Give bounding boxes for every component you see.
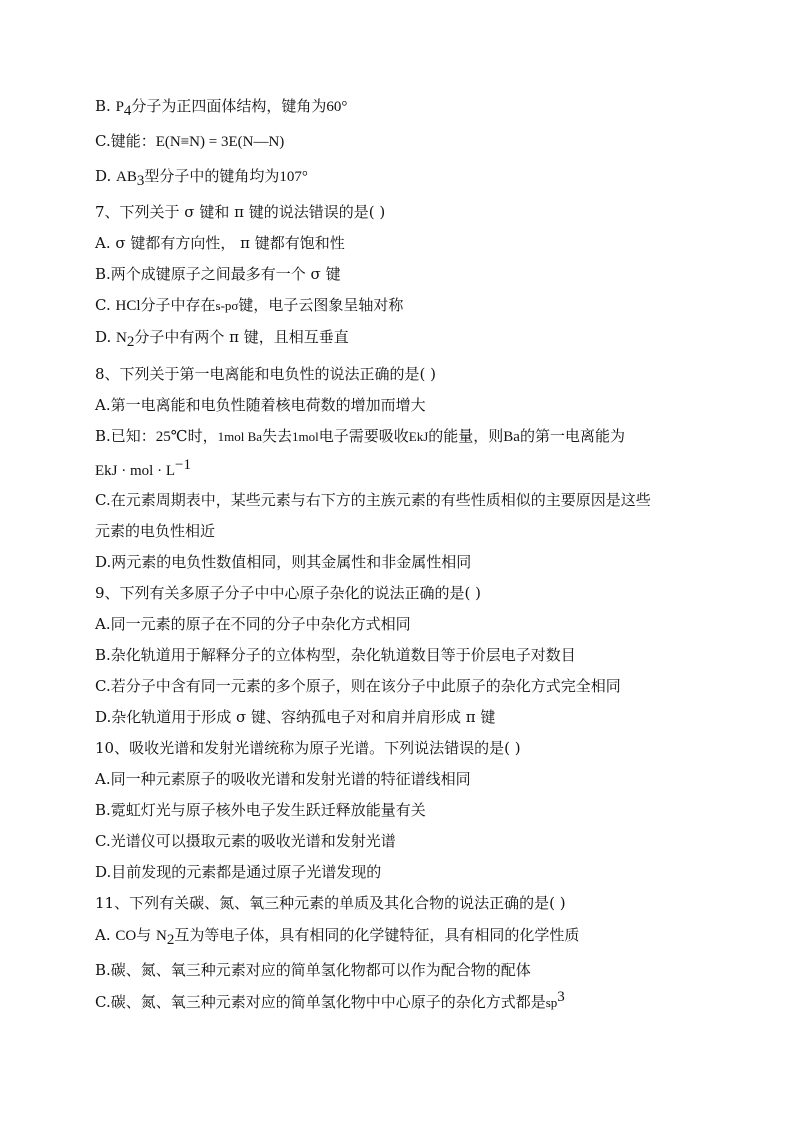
option-text: C.碳、氮、氧三种元素对应的简单氢化物中中心原子的杂化方式都是	[95, 993, 546, 1011]
option-text: 型分子中的键角均为	[144, 167, 280, 185]
value: EkJ	[408, 429, 429, 444]
formula: sp	[545, 995, 558, 1010]
unit: EkJ · mol · L	[95, 463, 175, 479]
option-text: 电子需要吸收	[318, 427, 409, 445]
option-text: 互为等电子体，具有相同的化学键特征，具有相同的化学性质	[174, 926, 580, 944]
value: 107°	[279, 169, 308, 185]
q8-option-c: C.在元素周期表中，某些元素与右下方的主族元素的有些性质相似的主要原因是这些	[95, 491, 651, 509]
question-9: 9、下列有关多原子分子中中心原子杂化的说法正确的是( )	[95, 584, 482, 602]
q8-option-c-cont: 元素的电负性相近	[95, 522, 216, 540]
q7-option-c	[95, 295, 403, 316]
option-text: C.键能：	[95, 132, 156, 150]
value: 60°	[326, 99, 348, 115]
q10-option-a: A.同一种元素原子的吸收光谱和发射光谱的特征谱线相同	[95, 770, 471, 788]
option-text: 分子为正四面体结构，键角为	[131, 97, 327, 115]
option-text: 分子中有两个 π 键，且相互垂直	[134, 328, 349, 346]
value: 25℃	[155, 429, 188, 445]
formula: s-pσ	[215, 298, 239, 313]
superscript: −1	[175, 457, 191, 473]
option-letter: A.	[95, 926, 116, 944]
q11-option-c	[95, 989, 565, 1013]
option-text: 键，电子云图象呈轴对称	[238, 296, 404, 314]
option-letter: D.	[95, 167, 117, 185]
formula: AB	[116, 169, 137, 185]
formula: E(N≡N) = 3E(N—N)	[155, 134, 285, 150]
value: 1mol	[292, 429, 319, 444]
option-text: 与	[136, 926, 156, 944]
subscript: 3	[136, 173, 145, 189]
option-letter: C.	[95, 296, 116, 314]
formula: Ba	[503, 429, 520, 445]
option-text: 的能量，则	[428, 427, 504, 445]
q8-option-a: A.第一电离能和电负性随着核电荷数的增加而增大	[95, 396, 426, 414]
question-8: 8、下列关于第一电离能和电负性的说法正确的是( )	[95, 365, 437, 383]
superscript: 3	[557, 989, 565, 1005]
q11-option-b: B.碳、氮、氧三种元素对应的简单氢化物都可以作为配合物的配体	[95, 961, 531, 979]
q9-option-d: D.杂化轨道用于形成 σ 键、容纳孤电子对和肩并肩形成 π 键	[95, 708, 496, 726]
q10-option-c: C.光谱仪可以摄取元素的吸收光谱和发射光谱	[95, 832, 396, 850]
subscript: 2	[166, 932, 175, 948]
formula: HCl	[115, 298, 141, 314]
q8-option-d: D.两元素的电负性数值相同，则其金属性和非金属性相同	[95, 553, 472, 571]
question-7: 7、下列关于 σ 键和 π 键的说法错误的是( )	[95, 203, 386, 221]
formula: CO	[115, 928, 137, 944]
subscript: 4	[123, 103, 132, 119]
formula: N	[116, 330, 127, 346]
option-letter: B.	[95, 97, 116, 115]
option-text: B.已知：	[95, 427, 156, 445]
q10-option-d: D.目前发现的元素都是通过原子光谱发现的	[95, 863, 382, 881]
formula: N	[156, 928, 167, 944]
q7-option-b: B.两个成键原子之间最多有一个 σ 键	[95, 265, 341, 283]
q7-option-d	[95, 327, 349, 348]
question-10: 10、吸收光谱和发射光谱统称为原子光谱。下列说法错误的是( )	[95, 739, 521, 757]
option-c-bond-energy	[95, 131, 284, 152]
question-11: 11、下列有关碳、氮、氧三种元素的单质及其化合物的说法正确的是( )	[95, 894, 566, 912]
option-text: 分子中存在	[140, 296, 216, 314]
option-text: 时，	[187, 427, 218, 445]
value: 1mol Ba	[217, 429, 263, 444]
q9-option-b: B.杂化轨道用于解释分子的立体构型，杂化轨道数目等于价层电子对数目	[95, 646, 576, 664]
subscript: 2	[126, 334, 135, 350]
option-letter: D.	[95, 328, 117, 346]
option-b-p4-angle	[95, 96, 347, 117]
q9-option-c: C.若分子中含有同一元素的多个原子，则在该分子中此原子的杂化方式完全相同	[95, 677, 621, 695]
q8-option-b	[95, 426, 625, 447]
formula: P	[115, 99, 124, 115]
q9-option-a: A.同一元素的原子在不同的分子中杂化方式相同	[95, 615, 411, 633]
q10-option-b: B.霓虹灯光与原子核外电子发生跃迁释放能量有关	[95, 801, 426, 819]
option-text: 的第一电离能为	[519, 427, 625, 445]
option-d-ab3-angle	[95, 166, 308, 187]
option-text: 失去	[262, 427, 293, 445]
q7-option-a: A. σ 键都有方向性， π 键都有饱和性	[95, 234, 345, 252]
q11-option-a	[95, 925, 579, 946]
q8-option-b-unit	[95, 457, 191, 481]
